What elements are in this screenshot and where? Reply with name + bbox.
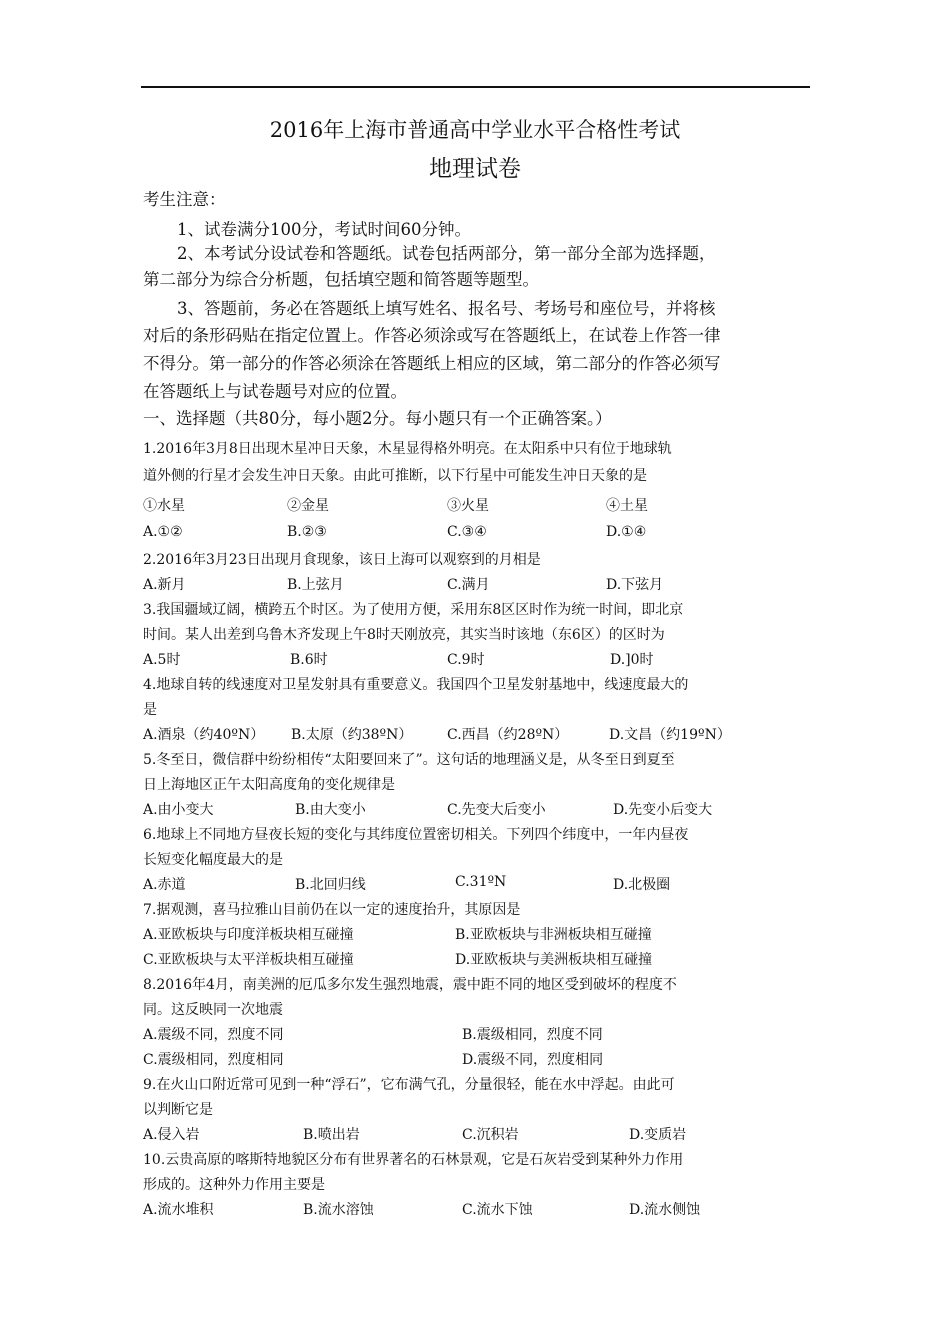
- question-1-item-2: ②金星: [287, 498, 329, 514]
- question-6-line-2: 长短变化幅度最大的是: [143, 852, 283, 868]
- question-5-line-2: 日上海地区正午太阳高度角的变化规律是: [143, 777, 395, 793]
- question-10-option-c: C.流水下蚀: [462, 1202, 533, 1218]
- question-1-option-a: A.①②: [143, 524, 183, 540]
- section-heading: 一、选择题（共80分，每小题2分。每小题只有一个正确答案。）: [143, 409, 612, 428]
- question-3-option-a: A.5时: [143, 652, 181, 668]
- question-4-line-2: 是: [143, 702, 157, 718]
- question-8-option-a: A.震级不同，烈度不同: [143, 1027, 284, 1043]
- question-5-option-c: C.先变大后变小: [447, 802, 546, 818]
- question-6-option-c: C.31ºN: [455, 874, 507, 890]
- question-1-option-b: B.②③: [287, 524, 327, 540]
- question-3-line-1: 3.我国疆域辽阔，横跨五个时区。为了使用方便，采用东8区区时作为统一时间，即北京: [143, 602, 684, 618]
- question-1-option-d: D.①④: [606, 524, 647, 540]
- question-10-option-d: D.流水侧蚀: [629, 1202, 701, 1218]
- question-2-option-a: A.新月: [143, 577, 186, 593]
- question-10-line-2: 形成的。这种外力作用主要是: [143, 1177, 325, 1193]
- question-8-line-2: 同。这反映同一次地震: [143, 1002, 283, 1018]
- question-8-line-1: 8.2016年4月，南美洲的厄瓜多尔发生强烈地震，震中距不同的地区受到破坏的程度不: [143, 977, 677, 993]
- question-3-line-2: 时间。某人出差到乌鲁木齐发现上午8时天刚放亮，其实当时该地（东6区）的区时为: [143, 627, 665, 643]
- question-6-option-b: B.北回归线: [295, 877, 366, 893]
- notice-item-2b: 第二部分为综合分析题，包括填空题和简答题等题型。: [143, 270, 539, 289]
- question-1-line-1: 1.2016年3月8日出现木星冲日天象，木星显得格外明亮。在太阳系中只有位于地球轨: [143, 441, 672, 457]
- question-8-option-b: B.震级相同，烈度不同: [462, 1027, 603, 1043]
- question-9-option-c: C.沉积岩: [462, 1127, 519, 1143]
- question-7-option-d: D.亚欧板块与美洲板块相互碰撞: [455, 952, 653, 968]
- question-7-line-1: 7.据观测，喜马拉雅山目前仍在以一定的速度抬升，其原因是: [143, 902, 521, 918]
- question-4-line-1: 4.地球自转的线速度对卫星发射具有重要意义。我国四个卫星发射基地中，线速度最大的: [143, 677, 689, 693]
- question-10-option-b: B.流水溶蚀: [303, 1202, 374, 1218]
- notice-heading: 考生注意：: [143, 190, 226, 209]
- question-9-line-1: 9.在火山口附近常可见到一种“浮石”，它布满气孔，分量很轻，能在水中浮起。由此可: [143, 1077, 675, 1093]
- question-10-line-1: 10.云贵高原的喀斯特地貌区分布有世界著名的石林景观，它是石灰岩受到某种外力作用: [143, 1152, 684, 1168]
- question-4-option-a: A.酒泉（约40ºN）: [143, 727, 265, 743]
- question-6-line-1: 6.地球上不同地方昼夜长短的变化与其纬度位置密切相关。下列四个纬度中，一年内昼夜: [143, 827, 689, 843]
- question-7-option-b: B.亚欧板块与非洲板块相互碰撞: [455, 927, 652, 943]
- question-4-option-c: C.西昌（约28ºN）: [447, 727, 569, 743]
- notice-item-3b: 对后的条形码贴在指定位置上。作答必须涂或写在答题纸上，在试卷上作答一律: [143, 326, 721, 345]
- question-1-item-3: ③火星: [447, 498, 489, 514]
- notice-item-3c: 不得分。第一部分的作答必须涂在答题纸上相应的区域，第二部分的作答必须写: [143, 354, 721, 373]
- question-1-item-1: ①水星: [143, 498, 185, 514]
- question-2-option-c: C.满月: [447, 577, 490, 593]
- question-9-option-d: D.变质岩: [629, 1127, 687, 1143]
- question-5-option-d: D.先变小后变大: [613, 802, 713, 818]
- notice-item-3d: 在答题纸上与试卷题号对应的位置。: [143, 382, 407, 401]
- header-rule: [141, 86, 810, 88]
- question-5-option-b: B.由大变小: [295, 802, 366, 818]
- question-2-option-d: D.下弦月: [606, 577, 664, 593]
- notice-item-1: 1、试卷满分100分，考试时间60分钟。: [177, 220, 471, 239]
- question-5-line-1: 5.冬至日，微信群中纷纷相传“太阳要回来了”。这句话的地理涵义是，从冬至日到夏至: [143, 752, 675, 768]
- page-title: 2016年上海市普通高中学业水平合格性考试: [269, 118, 681, 142]
- question-5-option-a: A.由小变大: [143, 802, 214, 818]
- question-4-option-d: D.文昌（约19ºN）: [609, 727, 731, 743]
- question-6-option-a: A.赤道: [143, 877, 186, 893]
- question-9-option-b: B.喷出岩: [303, 1127, 360, 1143]
- question-3-option-b: B.6时: [290, 652, 328, 668]
- question-9-option-a: A.侵入岩: [143, 1127, 200, 1143]
- question-3-option-d: D.]0时: [610, 652, 654, 668]
- question-10-option-a: A.流水堆积: [143, 1202, 214, 1218]
- question-7-option-c: C.亚欧板块与太平洋板块相互碰撞: [143, 952, 354, 968]
- question-8-option-d: D.震级不同，烈度相同: [462, 1052, 604, 1068]
- question-9-line-2: 以判断它是: [143, 1102, 213, 1118]
- page-subtitle: 地理试卷: [429, 156, 521, 182]
- notice-item-2a: 2、本考试分设试卷和答题纸。试卷包括两部分，第一部分全部为选择题，: [177, 244, 716, 263]
- question-1-option-c: C.③④: [447, 524, 487, 540]
- question-8-option-c: C.震级相同，烈度相同: [143, 1052, 284, 1068]
- question-2-line-1: 2.2016年3月23日出现月食现象，该日上海可以观察到的月相是: [143, 552, 541, 568]
- question-2-option-b: B.上弦月: [287, 577, 344, 593]
- question-1-item-4: ④土星: [606, 498, 648, 514]
- question-3-option-c: C.9时: [447, 652, 485, 668]
- question-6-option-d: D.北极圈: [613, 877, 671, 893]
- question-4-option-b: B.太原（约38ºN）: [291, 727, 413, 743]
- notice-item-3a: 3、答题前，务必在答题纸上填写姓名、报名号、考场号和座位号，并将核: [177, 299, 716, 318]
- question-7-option-a: A.亚欧板块与印度洋板块相互碰撞: [143, 927, 354, 943]
- question-1-line-2: 道外侧的行星才会发生冲日天象。由此可推断，以下行星中可能发生冲日天象的是: [143, 468, 647, 484]
